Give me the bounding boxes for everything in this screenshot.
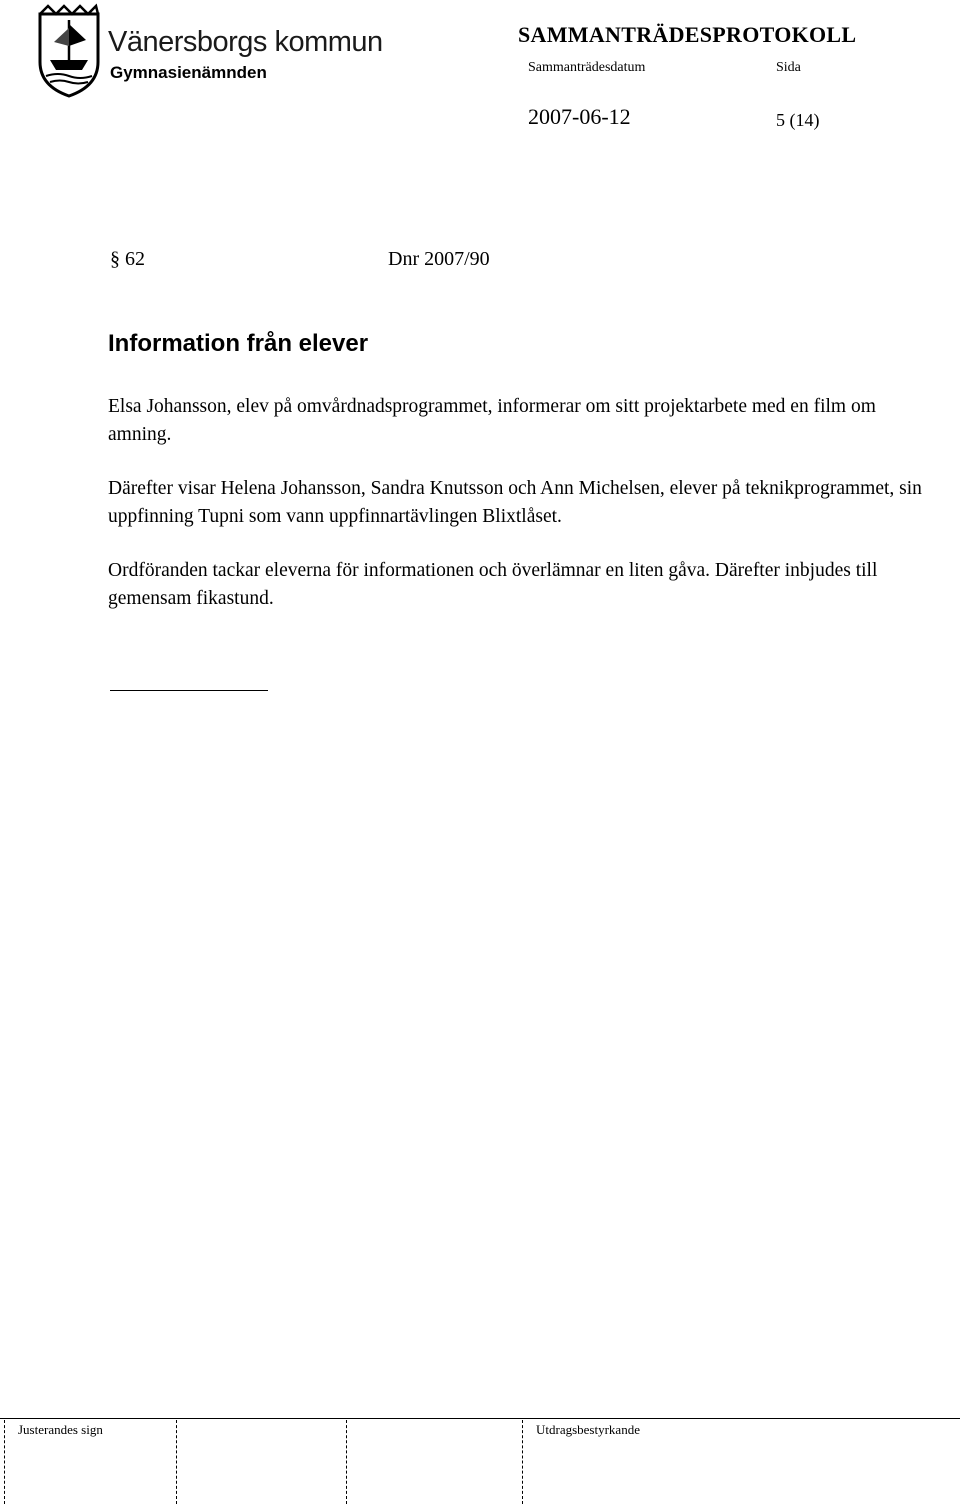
signature-box-divider bbox=[176, 1420, 177, 1504]
municipality-name: Vänersborgs kommun bbox=[108, 26, 383, 58]
footer-rule bbox=[0, 1418, 960, 1419]
meeting-date-label: Sammanträdesdatum bbox=[528, 60, 646, 75]
signature-box-divider bbox=[4, 1420, 5, 1504]
committee-name: Gymnasienämnden bbox=[110, 63, 267, 82]
page-number: 5 (14) bbox=[776, 110, 820, 130]
case-number: Dnr 2007/90 bbox=[388, 248, 490, 270]
extract-certification-label: Utdragsbestyrkande bbox=[536, 1422, 640, 1437]
section-end-rule bbox=[110, 690, 268, 691]
signature-box-divider bbox=[522, 1420, 523, 1504]
adjuster-signature-label: Justerandes sign bbox=[18, 1422, 103, 1437]
municipal-crest-icon bbox=[36, 2, 102, 98]
section-title: Information från elever bbox=[108, 330, 369, 357]
signature-box-divider bbox=[346, 1420, 347, 1504]
body-paragraph: Ordföranden tackar eleverna för informationen och överlämnar en liten gåva. Därefter inbjudes till gemensam fikastund. bbox=[108, 560, 878, 609]
meeting-date: 2007-06-12 bbox=[528, 104, 631, 129]
document-type: SAMMANTRÄDESPROTOKOLL bbox=[518, 22, 857, 47]
body-paragraph: Elsa Johansson, elev på omvårdnadsprogrammet, informerar om sitt projektarbete med en film om amning. bbox=[108, 396, 876, 445]
paragraph-number: § 62 bbox=[110, 248, 145, 270]
page-label: Sida bbox=[776, 60, 801, 75]
body-paragraph: Därefter visar Helena Johansson, Sandra Knutsson och Ann Michelsen, elever på teknikprogrammet, sin uppfinning Tupni som vann uppfinnartävlingen Blixtlåset. bbox=[108, 478, 922, 527]
